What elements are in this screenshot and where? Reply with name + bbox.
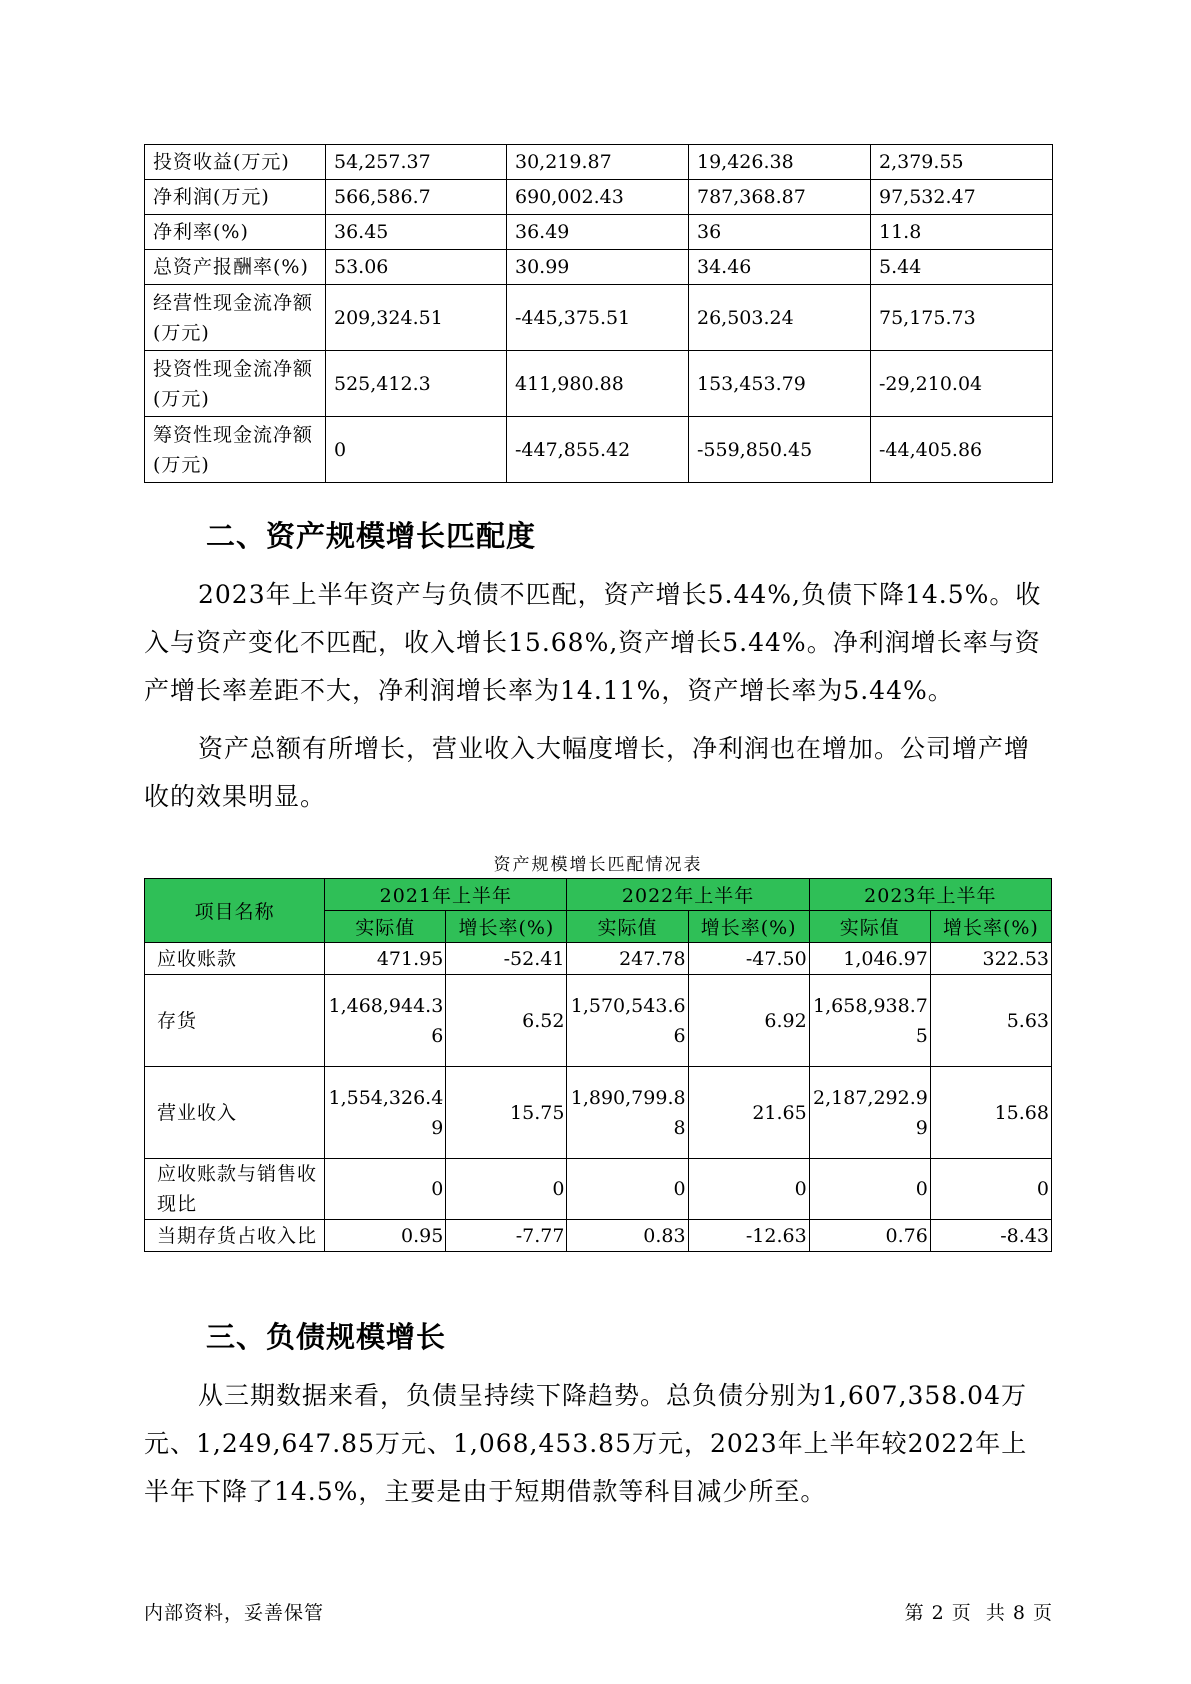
cell-value: -7.77: [446, 1220, 567, 1252]
table-row: [145, 417, 1053, 483]
cell-value: 11.8: [871, 215, 1053, 250]
section-heading: 二、资产规模增长匹配度: [206, 519, 537, 553]
row-label: 应收账款: [145, 943, 325, 975]
cell-value: 1,554,326.49: [325, 1067, 446, 1159]
table-row: [145, 145, 1053, 180]
cell-value: -445,375.51: [507, 285, 689, 351]
asset-growth-match-table: [144, 878, 1052, 1252]
footer-left: 内部资料，妥善保管: [144, 1602, 325, 1624]
cell-value: 19,426.38: [689, 145, 871, 180]
cell-value: 1,468,944.36: [325, 975, 446, 1067]
cell-value: 36.45: [326, 215, 507, 250]
row-label: 存货: [145, 975, 325, 1067]
cell-value: -29,210.04: [871, 351, 1053, 417]
financial-indicators-table: [144, 144, 1053, 483]
row-label: 经营性现金流净额(万元): [145, 285, 326, 351]
cell-value: -8.43: [930, 1220, 1051, 1252]
cell-value: 247.78: [567, 943, 688, 975]
cell-value: 0: [809, 1159, 930, 1220]
table-row: [145, 943, 1052, 975]
table-row: [145, 250, 1053, 285]
cell-value: 0: [446, 1159, 567, 1220]
table-row: [145, 975, 1052, 1067]
paragraph: 从三期数据来看，负债呈持续下降趋势。总负债分别为1,607,358.04万元、1,249,647.85万元、1,068,453.85万元，2023年上半年较2022年上半年下降了14.5%，主要是由于短期借款等科目减少所至。: [144, 1381, 1028, 1506]
row-label: 筹资性现金流净额(万元): [145, 417, 326, 483]
header-item-name: 项目名称: [145, 879, 325, 943]
cell-value: 26,503.24: [689, 285, 871, 351]
cell-value: 6.92: [688, 975, 809, 1067]
cell-value: 566,586.7: [326, 180, 507, 215]
row-label: 净利润(万元): [145, 180, 326, 215]
row-label: 营业收入: [145, 1067, 325, 1159]
cell-value: 0: [567, 1159, 688, 1220]
table-row: [145, 180, 1053, 215]
cell-value: 2,187,292.99: [809, 1067, 930, 1159]
cell-value: -44,405.86: [871, 417, 1053, 483]
row-label: 投资性现金流净额(万元): [145, 351, 326, 417]
cell-value: 0: [688, 1159, 809, 1220]
header-period: 2023年上半年: [809, 879, 1051, 911]
cell-value: 30.99: [507, 250, 689, 285]
section-heading: 三、负债规模增长: [206, 1320, 447, 1354]
cell-value: 36.49: [507, 215, 689, 250]
cell-value: 1,890,799.88: [567, 1067, 688, 1159]
cell-value: 75,175.73: [871, 285, 1053, 351]
row-label: 投资收益(万元): [145, 145, 326, 180]
header-period: 2022年上半年: [567, 879, 809, 911]
table-caption: 资产规模增长匹配情况表: [493, 855, 703, 875]
cell-value: 21.65: [688, 1067, 809, 1159]
header-growth: 增长率(%): [446, 911, 567, 943]
table-row: [145, 215, 1053, 250]
header-actual: 实际值: [325, 911, 446, 943]
table-row: [145, 285, 1053, 351]
cell-value: 5.44: [871, 250, 1053, 285]
cell-value: 30,219.87: [507, 145, 689, 180]
table-row: [145, 1067, 1052, 1159]
cell-value: -447,855.42: [507, 417, 689, 483]
cell-value: 0: [325, 1159, 446, 1220]
cell-value: 787,368.87: [689, 180, 871, 215]
table-row: [145, 351, 1053, 417]
cell-value: -47.50: [688, 943, 809, 975]
cell-value: 0.95: [325, 1220, 446, 1252]
paragraph: 资产总额有所增长，营业收入大幅度增长，净利润也在增加。公司增产增收的效果明显。: [144, 734, 1031, 811]
cell-value: -52.41: [446, 943, 567, 975]
header-actual: 实际值: [567, 911, 688, 943]
cell-value: 0.83: [567, 1220, 688, 1252]
cell-value: 322.53: [930, 943, 1051, 975]
cell-value: 36: [689, 215, 871, 250]
cell-value: 34.46: [689, 250, 871, 285]
table-header-row: [145, 879, 1052, 911]
cell-value: 97,532.47: [871, 180, 1053, 215]
cell-value: 525,412.3: [326, 351, 507, 417]
header-growth: 增长率(%): [930, 911, 1051, 943]
cell-value: 15.75: [446, 1067, 567, 1159]
cell-value: 0.76: [809, 1220, 930, 1252]
cell-value: -559,850.45: [689, 417, 871, 483]
paragraph: 2023年上半年资产与负债不匹配，资产增长5.44%,负债下降14.5%。收入与资产变化不匹配，收入增长15.68%,资产增长5.44%。净利润增长率与资产增长率差距不大，净利润增长率为14.11%，资产增长率为5.44%。: [144, 580, 1042, 705]
cell-value: 2,379.55: [871, 145, 1053, 180]
cell-value: 0: [326, 417, 507, 483]
cell-value: 411,980.88: [507, 351, 689, 417]
cell-value: 690,002.43: [507, 180, 689, 215]
cell-value: 1,570,543.66: [567, 975, 688, 1067]
row-label: 当期存货占收入比: [145, 1220, 325, 1252]
header-period: 2021年上半年: [325, 879, 567, 911]
cell-value: 6.52: [446, 975, 567, 1067]
cell-value: 1,658,938.75: [809, 975, 930, 1067]
cell-value: 54,257.37: [326, 145, 507, 180]
cell-value: 15.68: [930, 1067, 1051, 1159]
table-row: [145, 1159, 1052, 1220]
header-growth: 增长率(%): [688, 911, 809, 943]
cell-value: 0: [930, 1159, 1051, 1220]
cell-value: -12.63: [688, 1220, 809, 1252]
header-actual: 实际值: [809, 911, 930, 943]
cell-value: 471.95: [325, 943, 446, 975]
cell-value: 209,324.51: [326, 285, 507, 351]
table-row: [145, 1220, 1052, 1252]
row-label: 应收账款与销售收现比: [145, 1159, 325, 1220]
footer-page-number: 第 2 页 共 8 页: [904, 1602, 1053, 1624]
cell-value: 1,046.97: [809, 943, 930, 975]
cell-value: 53.06: [326, 250, 507, 285]
row-label: 总资产报酬率(%): [145, 250, 326, 285]
cell-value: 153,453.79: [689, 351, 871, 417]
cell-value: 5.63: [930, 975, 1051, 1067]
row-label: 净利率(%): [145, 215, 326, 250]
